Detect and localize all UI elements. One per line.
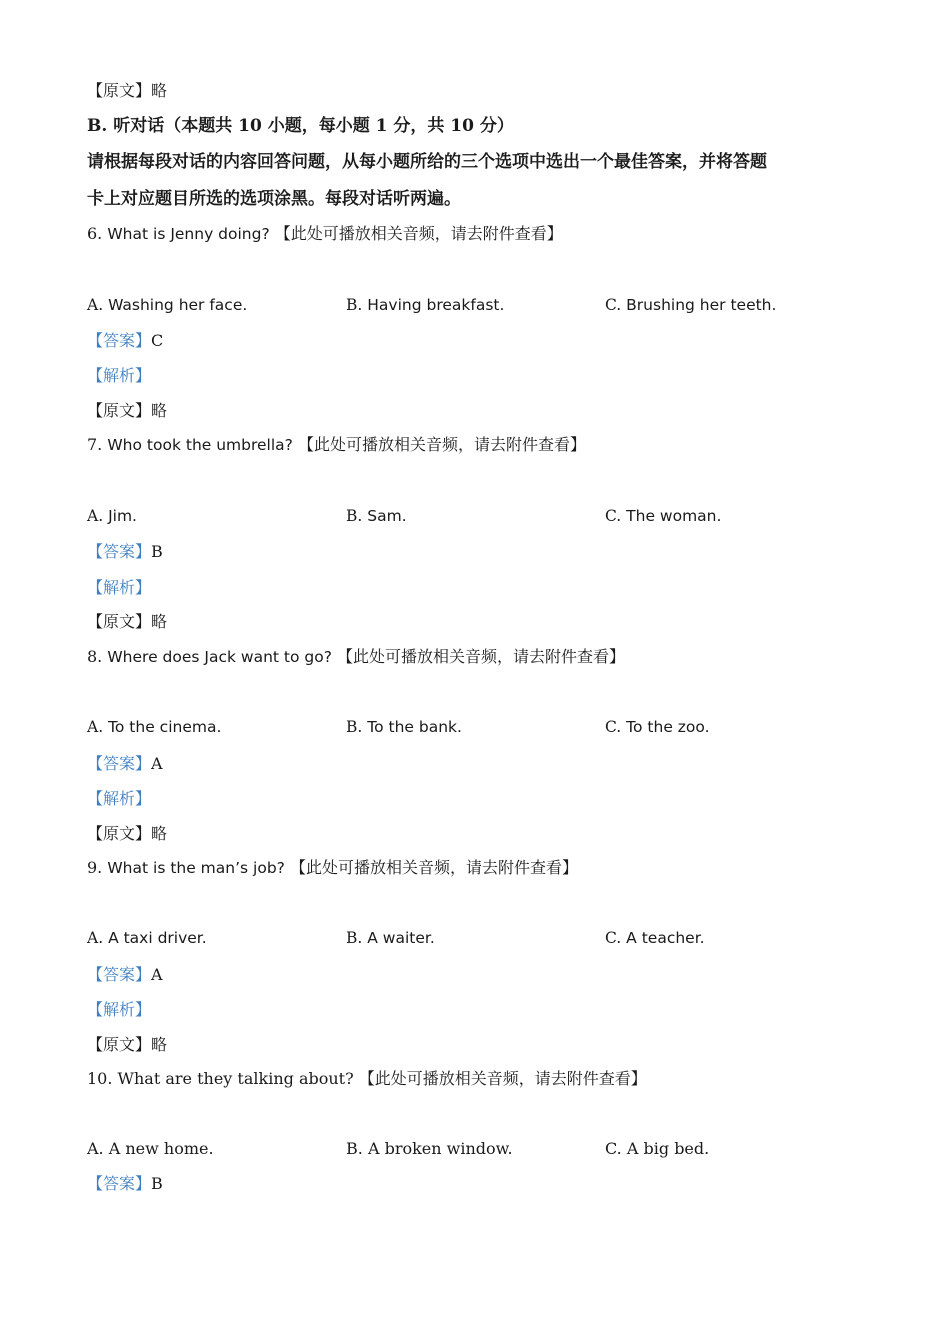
yuanwen-label: 【原文】 xyxy=(87,824,152,843)
yuanwen-text: 略 xyxy=(151,401,168,420)
question-number: 10. xyxy=(87,1069,113,1088)
question-number: 7. xyxy=(87,435,103,454)
answer-line xyxy=(87,754,163,774)
option-c: C. A teacher. xyxy=(605,929,705,947)
options-row xyxy=(87,1139,867,1161)
yuanwen-label: 【原文】 xyxy=(87,401,152,420)
question-text: Who took the umbrella? xyxy=(107,436,293,454)
audio-note[interactable]: 【此处可播放相关音频，请去附件查看】 xyxy=(298,435,587,454)
question-number: 8. xyxy=(87,647,103,666)
analysis-label: 【解析】 xyxy=(87,789,152,808)
answer-value: A xyxy=(151,754,163,773)
question-8 xyxy=(87,647,625,667)
answer-label: 【答案】 xyxy=(87,965,152,984)
yuanwen-line xyxy=(87,1035,167,1055)
options-row xyxy=(87,717,867,739)
yuanwen-text: 略 xyxy=(151,81,168,100)
options-row xyxy=(87,506,867,528)
options-row xyxy=(87,295,867,317)
section-heading: B. 听对话（本题共 10 小题，每小题 1 分，共 10 分） xyxy=(87,116,514,136)
answer-line xyxy=(87,542,163,562)
question-text: What are they talking about? xyxy=(117,1069,354,1088)
analysis-label: 【解析】 xyxy=(87,578,152,597)
answer-value: C xyxy=(151,331,164,350)
yuanwen-text: 略 xyxy=(151,824,168,843)
yuanwen-line xyxy=(87,824,167,844)
option-c: C. To the zoo. xyxy=(605,718,710,736)
yuanwen-label: 【原文】 xyxy=(87,612,152,631)
analysis-label: 【解析】 xyxy=(87,1000,152,1019)
question-10 xyxy=(87,1069,647,1089)
question-text: Where does Jack want to go? xyxy=(107,648,332,666)
option-a: A. To the cinema. xyxy=(87,718,222,736)
option-c: C. Brushing her teeth. xyxy=(605,296,777,314)
answer-label: 【答案】 xyxy=(87,331,152,350)
question-9 xyxy=(87,858,578,878)
answer-value: B xyxy=(151,542,163,561)
yuanwen-line xyxy=(87,401,167,421)
option-b: B. Sam. xyxy=(346,507,407,525)
yuanwen-text: 略 xyxy=(151,612,168,631)
answer-line xyxy=(87,331,163,351)
answer-line xyxy=(87,1174,163,1194)
option-c: C. The woman. xyxy=(605,507,722,525)
answer-label: 【答案】 xyxy=(87,1174,152,1193)
options-row xyxy=(87,928,867,950)
analysis-label: 【解析】 xyxy=(87,366,152,385)
option-a: A. A new home. xyxy=(87,1139,214,1158)
option-a: A. A taxi driver. xyxy=(87,929,207,947)
option-a: A. Washing her face. xyxy=(87,296,248,314)
question-6 xyxy=(87,224,563,244)
option-a: A. Jim. xyxy=(87,507,137,525)
answer-value: A xyxy=(151,965,163,984)
option-b: B. Having breakfast. xyxy=(346,296,505,314)
option-b: B. To the bank. xyxy=(346,718,462,736)
option-c: C. A big bed. xyxy=(605,1139,710,1158)
question-number: 6. xyxy=(87,224,103,243)
yuanwen-line xyxy=(87,612,167,632)
question-text: What is Jenny doing? xyxy=(107,225,270,243)
yuanwen-line xyxy=(87,81,167,101)
question-7 xyxy=(87,435,586,455)
audio-note[interactable]: 【此处可播放相关音频，请去附件查看】 xyxy=(358,1069,647,1088)
yuanwen-label: 【原文】 xyxy=(87,81,152,100)
option-b: B. A waiter. xyxy=(346,929,435,947)
section-instruction-line2: 卡上对应题目所选的选项涂黑。每段对话听两遍。 xyxy=(87,189,461,209)
question-text: What is the man’s job? xyxy=(107,859,285,877)
answer-line xyxy=(87,965,163,985)
audio-note[interactable]: 【此处可播放相关音频，请去附件查看】 xyxy=(274,224,563,243)
audio-note[interactable]: 【此处可播放相关音频，请去附件查看】 xyxy=(289,858,578,877)
answer-label: 【答案】 xyxy=(87,542,152,561)
yuanwen-text: 略 xyxy=(151,1035,168,1054)
option-b: B. A broken window. xyxy=(346,1139,513,1158)
yuanwen-label: 【原文】 xyxy=(87,1035,152,1054)
audio-note[interactable]: 【此处可播放相关音频，请去附件查看】 xyxy=(337,647,626,666)
answer-label: 【答案】 xyxy=(87,754,152,773)
section-instruction-line1: 请根据每段对话的内容回答问题，从每小题所给的三个选项中选出一个最佳答案，并将答题 xyxy=(87,152,767,172)
answer-value: B xyxy=(151,1174,163,1193)
question-number: 9. xyxy=(87,858,103,877)
